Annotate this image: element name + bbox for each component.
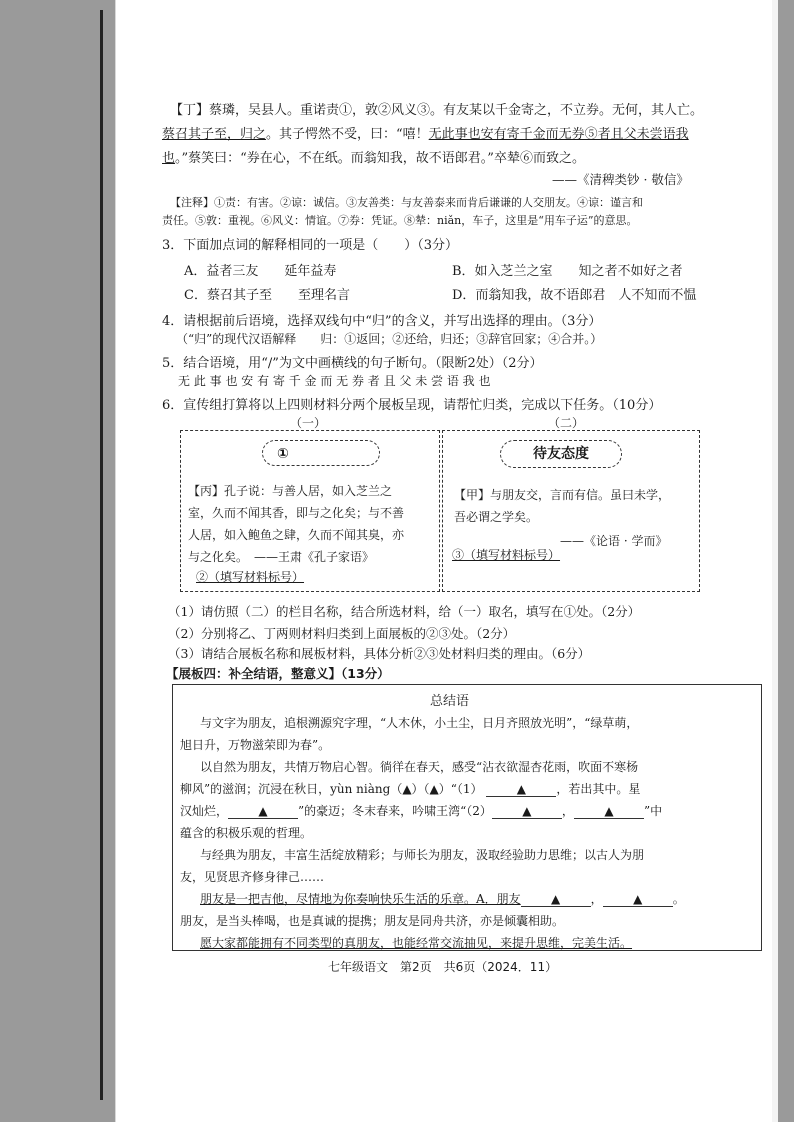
question-5-sentence: 无 此 事 也 安 有 寄 千 金 而 无 券 者 且 父 未 尝 语 我 也 [178,374,491,388]
board-left-answer-blank[interactable]: ②（填写材料标号） [196,570,305,584]
question-4-stem: 4．请根据前后语境，选择双线句中“归”的含义，并写出选择的理由。（3分） [162,314,602,329]
question-5-stem: 5．结合语境，用“/”为文中画横线的句子断句。（限断2处）（2分） [162,356,543,371]
summary-title: 总结语 [430,694,470,709]
q3-option-d[interactable]: D．而翁知我，故不语郎君 人不知而不愠 [452,288,697,303]
material-jia-line-2: 吾必谓之学矣。 [454,510,539,524]
task-3: （3）请结合展板名称和展板材料，具体分析②③处材料归类的理由。（6分） [168,646,591,661]
annotation-line-2: 责任。⑤敦：重视。⑥风义：情谊。⑦券：凭证。⑧辇：niǎn，车子，这里是“用车子运”的意思。 [162,214,638,227]
material-jia-source: ——《论语 · 学而》 [560,534,668,548]
summary-p2-line-3: 汉灿烂， ▲ ”的豪迈；冬末春来，吟啸王湾“（2） ▲ ， ▲ ”中 [180,804,663,818]
blank-5[interactable]: ▲ [521,892,591,907]
task-1: （1）请仿照（二）的栏目名称，结合所选材料，给（一）取名，填写在①处。（2分） [168,604,641,619]
summary-p3-line-2: 友，见贤思齐修身律己…… [180,870,325,884]
summary-p2-line-2: 柳风”的滋润；沉浸在秋日，yùn niàng（▲）（▲）“（1） ▲ ，若出其中。星 [180,782,641,796]
q3-option-c[interactable]: C．蔡召其子至 至理名言 [184,288,350,303]
blank-4[interactable]: ▲ [574,804,644,819]
summary-p1-line-2: 旭日升，万物滋荣即为春”。 [180,738,331,752]
passage-underline-1: 蔡召其子至，归之 [162,127,267,142]
summary-p1-line-1: 与文字为朋友，追根溯源究字理，“人木休，小土尘，日月齐照放光明”，“绿草萌， [200,716,639,730]
material-jia-line-1: 【甲】与朋友交，言而有信。虽曰未学， [454,488,671,502]
summary-p3-line-1: 与经典为朋友，丰富生活绽放精彩；与师长为朋友，汲取经验助力思维；以古人为朋 [200,848,645,862]
annotation-line-1: 【注释】①责：有害。②谅：诚信。③友善类：与友善泰来而肯后谦谦的人交朋友。④谅：谨言和 [170,196,643,209]
material-bing-line-1: 【丙】孔子说：与善人居，如入芝兰之 [188,484,393,498]
summary-p4-line-1: 朋友是一把吉他，尽情地为你奏响快乐生活的乐章。A．朋友 ▲ ， ▲ 。 [200,892,685,906]
q3-option-b[interactable]: B．如入芝兰之室 知之者不如好之者 [452,264,683,279]
blank-2[interactable]: ▲ [228,804,298,819]
summary-p4-line-2: 朋友，是当头棒喝，也是真诚的提携；朋友是同舟共济，亦是倾囊相助。 [180,914,565,928]
material-bing-line-2: 室，久而不闻其香，即与之化矣；与不善 [188,506,405,520]
q3-option-a[interactable]: A．益者三友 延年益寿 [184,264,337,279]
passage-underline-2: 无此事也安有寄千金而无券⑤者且父未尝语我 [428,127,689,142]
scan-right-edge [772,0,778,1122]
question-4-definition: （“归”的现代汉语解释 归：①返回；②还给，归还；③辞官回家；④合并。） [176,332,603,346]
blank-6[interactable]: ▲ [603,892,673,907]
passage-line-2: 蔡召其子至，归之。其子愕然不受，曰：“嘻！无此事也安有寄千金而无券⑤者且父未尝语我 [162,127,689,142]
blank-3[interactable]: ▲ [492,804,562,819]
passage-line-1: 【丁】蔡璘，吴县人。重诺责①，敦②风义③。有友某以千金寄之，不立券。无何，其人亡。 [170,103,704,118]
scan-edge-line [100,10,103,1100]
board-right-answer-blank[interactable]: ③（填写材料标号） [452,548,561,562]
board-4-heading: 【展板四：补全结语，整意义】（13分） [166,666,390,681]
page-footer: 七年级语文 第2页 共6页（2024．11） [328,960,558,974]
board-column-1-label: （一） [290,416,327,430]
question-6-stem: 6．宣传组打算将以上四则材料分两个展板呈现，请帮忙归类，完成以下任务。（10分） [162,398,662,413]
board-right-title: 待友态度 [500,440,622,468]
task-2: （2）分别将乙、丁两则材料归类到上面展板的②③处。（2分） [168,626,516,641]
material-bing-line-3: 人居，如入鲍鱼之肆，久而不闻其臭，亦 [188,528,405,542]
passage-line-3: 也。”蔡笑曰：“券在心，不在纸。而翁知我，故不语郎君。”卒辇⑥而致之。 [162,151,585,166]
board-left-title-blank[interactable]: ① [262,440,380,466]
board-column-2-label: （二） [548,416,585,430]
blank-1[interactable]: ▲ [486,782,556,797]
passage-source: ——《清稗类钞 · 敬信》 [552,172,689,187]
summary-p2-line-1: 以自然为朋友，共情万物启心智。徜徉在春天，感受“沾衣欲湿杏花雨，吹面不寒杨 [200,760,639,774]
question-3-stem: 3．下面加点词的解释相同的一项是（ ）（3分） [162,238,459,253]
material-bing-line-4: 与之化矣。 ——王肃《孔子家语》 [188,550,375,564]
summary-p5: 愿大家都能拥有不同类型的真朋友，也能经常交流抽见，来提升思维，完美生活。 [200,936,633,950]
summary-p2-line-4: 蕴含的积极乐观的哲理。 [180,826,313,840]
